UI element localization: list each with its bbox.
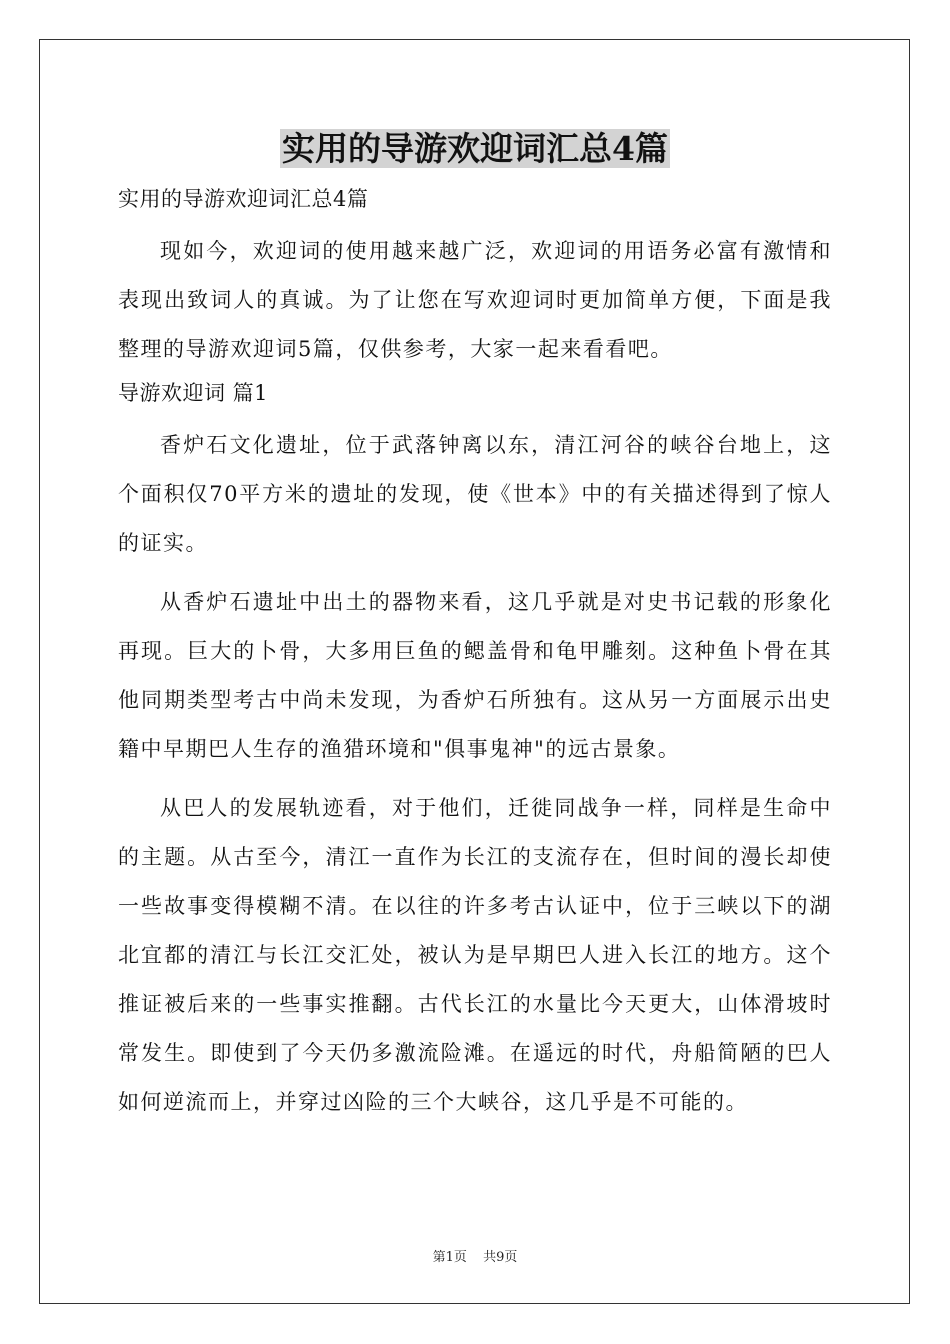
document-subtitle: 实用的导游欢迎词汇总4篇 [118, 187, 369, 211]
document-body [118, 180, 832, 1127]
body-paragraph: 香炉石文化遗址，位于武落钟离以东，清江河谷的峡谷台地上，这个面积仅70平方米的遗址的发现，使《世本》中的有关描述得到了惊人的证实。 [118, 433, 832, 555]
document-title [0, 127, 950, 171]
section-heading: 导游欢迎词 篇1 [118, 381, 269, 405]
page-number: 第1页 [432, 1250, 467, 1265]
page-footer [0, 1246, 950, 1265]
intro-paragraph: 现如今，欢迎词的使用越来越广泛，欢迎词的用语务必富有激情和表现出致词人的真诚。为了让您在写欢迎词时更加简单方便，下面是我整理的导游欢迎词5篇，仅供参考，大家一起来看看吧。 [118, 239, 832, 361]
page-total: 共9页 [483, 1250, 518, 1265]
document-title-text: 实用的导游欢迎词汇总4篇 [282, 129, 668, 168]
body-paragraph: 从香炉石遗址中出土的器物来看，这几乎就是对史书记载的形象化再现。巨大的卜骨，大多用巨鱼的鳃盖骨和龟甲雕刻。这种鱼卜骨在其他同期类型考古中尚未发现，为香炉石所独有。这从另一方面展示出史籍中早期巴人生存的渔猎环境和"俱事鬼神"的远古景象。 [118, 590, 832, 761]
body-paragraph: 从巴人的发展轨迹看，对于他们，迁徙同战争一样，同样是生命中的主题。从古至今，清江一直作为长江的支流存在，但时间的漫长却使一些故事变得模糊不清。在以往的许多考古认证中，位于三峡以下的湖北宜都的清江与长江交汇处，被认为是早期巴人进入长江的地方。这个推证被后来的一些事实推翻。古代长江的水量比今天更大，山体滑坡时常发生。即使到了今天仍多激流险滩。在遥远的时代，舟船简陋的巴人如何逆流而上，并穿过凶险的三个大峡谷，这几乎是不可能的。 [118, 796, 832, 1114]
